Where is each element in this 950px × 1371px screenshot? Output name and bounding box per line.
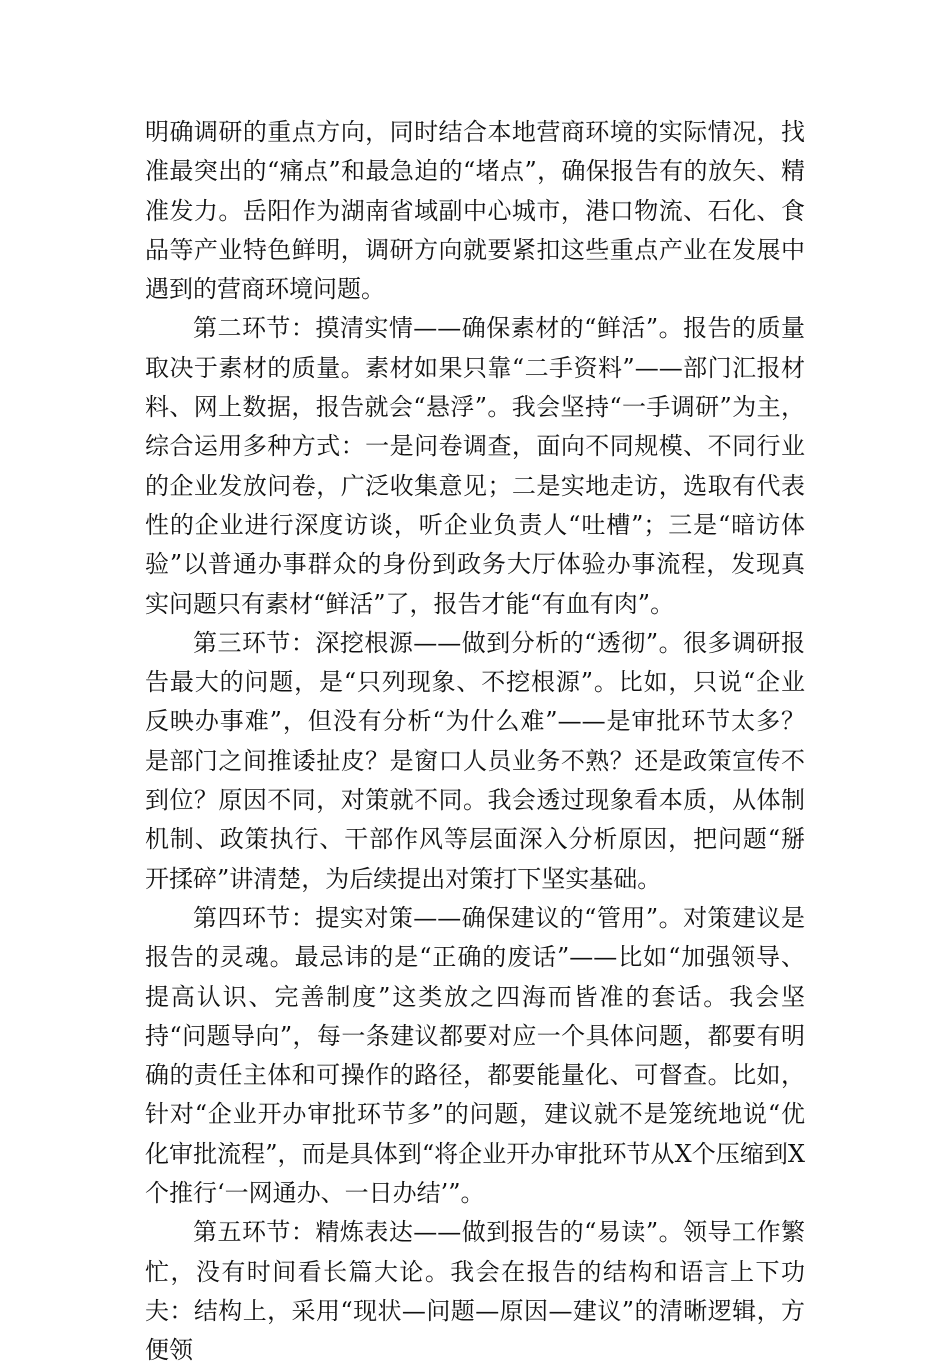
paragraph-step-three: 第三环节：深挖根源——做到分析的“透彻”。很多调研报告最大的问题，是“只列现象、不挖根源”。比如，只说“企业反映办事难”，但没有分析“为什么难”——是审批环节太多？是部门之间推诿扯皮？是窗口人员业务不熟？还是政策宣传不到位？原因不同，对策就不同。我会透过现象看本质，从体制机制、政策执行、干部作风等层面深入分析原因，把问题“掰开揉碎”讲清楚，为后续提出对策打下坚实基础。 bbox=[145, 628, 805, 893]
paragraph-step-two: 第二环节：摸清实情——确保素材的“鲜活”。报告的质量取决于素材的质量。素材如果只靠“二手资料”——部门汇报材料、网上数据，报告就会“悬浮”。我会坚持“一手调研”为主，综合运用多种方式：一是问卷调查，面向不同规模、不同行业的企业发放问卷，广泛收集意见；二是实地走访，选取有代表性的企业进行深度访谈，听企业负责人“吐槽”；三是“暗访体验”以普通办事群众的身份到政务大厅体验办事流程，发现真实问题只有素材“鲜活”了，报告才能“有血有肉”。 bbox=[145, 314, 805, 618]
paragraph-continued: 明确调研的重点方向，同时结合本地营商环境的实际情况，找准最突出的“痛点”和最急迫的“堵点”，确保报告有的放矢、精准发力。岳阳作为湖南省域副中心城市，港口物流、石化、食品等产业特色鲜明，调研方向就要紧扣这些重点产业在发展中遇到的营商环境问题。 bbox=[145, 118, 805, 304]
paragraph-step-four: 第四环节：提实对策——确保建议的“管用”。对策建议是报告的灵魂。最忌讳的是“正确的废话”——比如“加强领导、提高认识、完善制度”这类放之四海而皆准的套话。我会坚持“问题导向”，每一条建议都要对应一个具体问题，都要有明确的责任主体和可操作的路径，都要能量化、可督查。比如，针对“企业开办审批环节多”的问题，建议就不是笼统地说“优化审批流程”，而是具体到“将企业开办审批环节从X个压缩到X个推行‘一网通办、一日办结’”。 bbox=[145, 903, 805, 1208]
document-body bbox=[145, 113, 805, 1371]
paragraph-step-five: 第五环节：精炼表达——做到报告的“易读”。领导工作繁忙，没有时间看长篇大论。我会在报告的结构和语言上下功夫：结构上，采用“现状—问题—原因—建议”的清晰逻辑，方便领 bbox=[145, 1218, 805, 1365]
